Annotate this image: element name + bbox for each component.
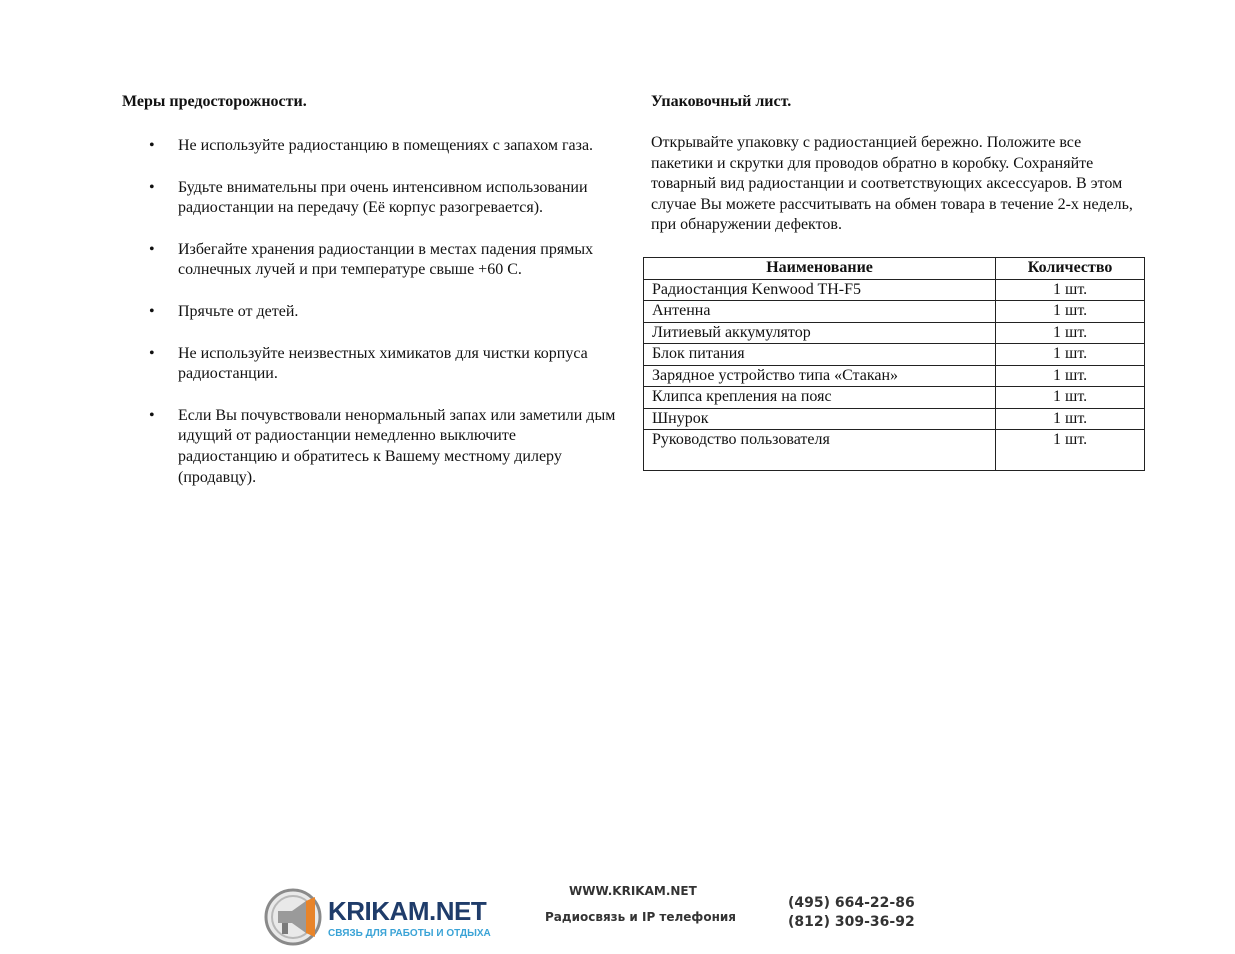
item-name: Литиевый аккумулятор <box>644 322 996 344</box>
table-row <box>644 408 1145 430</box>
list-item: • Избегайте хранения радиостанции в местах падения прямых солнечных лучей и при температуре свыше +60 С. <box>149 240 594 279</box>
item-name: Шнурок <box>644 408 996 430</box>
bullet-icon: • <box>149 406 155 424</box>
column-header-name: Наименование <box>644 258 996 280</box>
page-footer <box>0 878 1235 948</box>
packing-heading: Упаковочный лист. <box>651 93 792 110</box>
precautions-heading: Меры предосторожности. <box>122 93 307 110</box>
phone-number: (812) 309-36-92 <box>788 914 915 930</box>
item-quantity: 1 шт. <box>996 322 1145 344</box>
table-row <box>644 322 1145 344</box>
column-header-quantity: Количество <box>996 258 1145 280</box>
item-quantity: 1 шт. <box>996 301 1145 323</box>
list-item: • Если Вы почувствовали ненормальный запах или заметили дым идущий от радиостанции немедленно выключите радиостанцию и обратитесь к Вашему местному дилеру (продавцу). <box>149 406 616 486</box>
bullet-icon: • <box>149 240 155 258</box>
item-quantity: 1 шт. <box>996 344 1145 366</box>
list-item: • Будьте внимательны при очень интенсивном использовании радиостанции на передачу (Её корпус разогревается). <box>149 178 588 217</box>
krikam-logo <box>262 886 492 946</box>
item-quantity: 1 шт. <box>996 279 1145 301</box>
bullet-icon: • <box>149 302 155 320</box>
logo-text: KRIKAM.NET <box>328 896 487 926</box>
list-item: • Не используйте радиостанцию в помещениях с запахом газа. <box>122 136 617 157</box>
phone-number: (495) 664-22-86 <box>788 895 915 911</box>
phone-list <box>788 894 915 932</box>
bullet-icon: • <box>149 178 155 196</box>
precautions-list <box>122 136 617 488</box>
item-quantity: 1 шт. <box>996 365 1145 387</box>
item-name: Радиостанция Kenwood TH-F5 <box>644 279 996 301</box>
table-header-row <box>644 258 1145 280</box>
table-row <box>644 279 1145 301</box>
table-row <box>644 301 1145 323</box>
table-row <box>644 430 1145 471</box>
table-row <box>644 344 1145 366</box>
table-row <box>644 365 1145 387</box>
packing-section <box>651 92 1151 236</box>
bullet-icon: • <box>149 344 155 362</box>
list-item: • Прячьте от детей. <box>122 302 617 323</box>
table-row <box>644 387 1145 409</box>
item-name: Зарядное устройство типа «Стакан» <box>644 365 996 387</box>
item-quantity: 1 шт. <box>996 387 1145 409</box>
website-link[interactable]: WWW.KRIKAM.NET <box>569 884 697 898</box>
item-name: Антенна <box>644 301 996 323</box>
megaphone-icon <box>262 886 324 946</box>
packing-table <box>643 257 1145 471</box>
item-quantity: 1 шт. <box>996 408 1145 430</box>
service-text: Радиосвязь и IP телефония <box>545 910 736 924</box>
precautions-section <box>122 92 617 509</box>
logo-tagline: СВЯЗЬ ДЛЯ РАБОТЫ И ОТДЫХА <box>328 928 491 939</box>
list-item: • Не используйте неизвестных химикатов для чистки корпуса радиостанции. <box>149 344 588 383</box>
item-name: Руководство пользователя <box>644 430 996 471</box>
item-name: Клипса крепления на пояс <box>644 387 996 409</box>
item-quantity: 1 шт. <box>996 430 1145 471</box>
packing-intro: Открывайте упаковку с радиостанцией бережно. Положите все пакетики и скрутки для проводов обратно в коробку. Сохраняйте товарный вид радиостанции и соответствующих аксессуаров. В этом случае Вы можете рассчитывать на обмен товара в течение 2-х недель, при обнаружении дефектов. <box>651 134 1133 234</box>
item-name: Блок питания <box>644 344 996 366</box>
bullet-icon: • <box>149 137 155 154</box>
footer-contact-info <box>545 884 745 924</box>
